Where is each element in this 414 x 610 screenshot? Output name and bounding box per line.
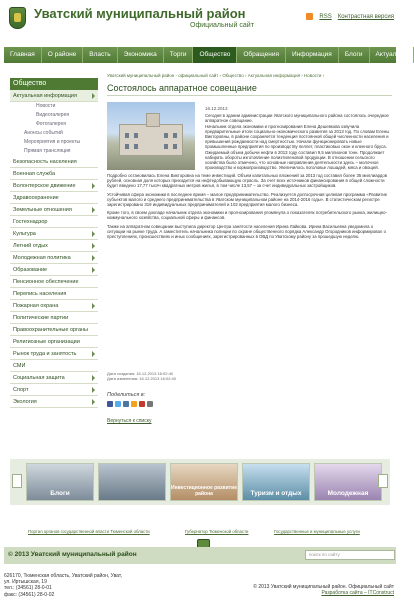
banner-label: Инвестиционное развитие района — [171, 485, 237, 497]
share-label: Поделиться в: — [107, 392, 146, 398]
nav-blogs[interactable]: Блоги — [339, 47, 370, 63]
article-date: 16.12.2013 — [205, 106, 228, 111]
article-body — [107, 173, 392, 242]
chevron-right-icon — [92, 375, 95, 381]
search-input[interactable]: поиск по сайту — [305, 550, 395, 560]
footer-link-region-portal[interactable]: Портал органов государственной власти Тюменской области — [28, 529, 150, 534]
article-intro: Сегодня в здании администрации Уватского муниципального района состоялось очередное аппаратное совещание. — [205, 113, 389, 124]
sidebar-subitem-news[interactable]: Новости — [36, 103, 56, 109]
sidebar-item[interactable]: Пенсионное обеспечение — [10, 276, 98, 288]
chevron-right-icon — [92, 183, 95, 189]
address-line: 626170, Тюменская область, Уватский район, Уват, — [4, 573, 122, 579]
sidebar-item[interactable] — [10, 228, 98, 240]
sidebar-subitem-projects[interactable]: Мероприятия и проекты — [24, 139, 81, 145]
window — [173, 133, 177, 138]
google-icon[interactable] — [139, 401, 145, 407]
nav-tenders[interactable]: Торги — [164, 47, 194, 63]
twitter-icon[interactable] — [115, 401, 121, 407]
main-content — [107, 73, 392, 424]
sidebar-subitem-stream[interactable]: Прямая трансляция — [24, 148, 71, 154]
sidebar-item[interactable]: Гостехнадзор — [10, 216, 98, 228]
window — [134, 133, 138, 138]
sidebar-item[interactable] — [10, 372, 98, 384]
article-paragraph: Устойчивая сфера экономики в последнее время – малое предпринимательство. Реализуется долгосрочная целевая программа «Развитие субъектов малого и среднего предпринимательства в Уватском муниципальном районе на 2014-2016 годы». В статистическом регистре зарегистрировано 319 индивидуальных предпринимателей и 102 предприятия малого бизнеса. — [107, 191, 388, 208]
sidebar-item[interactable] — [10, 252, 98, 264]
window — [164, 133, 168, 138]
sidebar-item[interactable]: Политические партии — [10, 312, 98, 324]
sidebar-item[interactable]: Правоохранительные органы — [10, 324, 98, 336]
nav-appeals[interactable]: Обращения — [237, 47, 286, 63]
sidebar-item-label: Пожарная охрана — [13, 303, 59, 309]
window — [125, 144, 129, 149]
odnoklassniki-icon[interactable] — [131, 401, 137, 407]
breadcrumb[interactable]: Уватский муниципальный район - официальный сайт › Общество › Актуальная информация › Новости › — [107, 73, 325, 78]
facebook-icon[interactable] — [107, 401, 113, 407]
footer-title: © 2013 Уватский муниципальный район — [8, 551, 137, 558]
sidebar-item-label: Образование — [13, 267, 48, 273]
chevron-right-icon — [92, 351, 95, 357]
sidebar-heading: Общество — [10, 78, 98, 90]
nav-society[interactable]: Общество — [193, 47, 237, 63]
sidebar-item-label: Волонтерское движение — [13, 183, 76, 189]
sidebar-item[interactable] — [10, 348, 98, 360]
chevron-right-icon — [92, 267, 95, 273]
sidebar-item[interactable] — [10, 180, 98, 192]
chevron-right-icon — [92, 399, 95, 405]
site-header — [0, 0, 400, 46]
contrast-version-link[interactable]: Контрастная версия — [337, 14, 394, 21]
sidebar-item[interactable] — [10, 300, 98, 312]
sidebar-item[interactable] — [10, 204, 98, 216]
article-lead-text: Начальник отдела экономики и прогнозирования Елена Дешевкова озвучила предварительные итоги социально-экономического развития за 2013 год. По словам Елены Викторовны, в районе сохраняется тенденция постоянной общей численности населения и превышения рождаемости над смертностью. Начали функционировать новые промышленные предприятия по производству пеллет, пластиковых окон и клееного бруса. Ожидаемый объем добычи нефти в 2013 году составил 9,5 миллионов тонн. Продолжает набирать обороты изготовление полиэтиленовой продукции. В отношении сельского хозяйства было отмечено, что основные направления деятельности здесь – молочное производство и кормопроизводство. Увеличилось поголовье лошадей, мяса и овощей. — [205, 123, 390, 171]
developer-link[interactable]: Разработка сайта – ITConstruct — [321, 590, 394, 596]
chevron-right-icon — [92, 387, 95, 393]
window — [125, 133, 129, 138]
sidebar-item[interactable] — [10, 384, 98, 396]
window — [134, 144, 138, 149]
article-lead — [205, 106, 391, 170]
chevron-right-icon — [92, 255, 95, 261]
district-logo[interactable] — [9, 7, 26, 29]
article-paragraph: Подробно остановилась Елена Викторовна на теме инвестиций. Объем капитальных вложений за 2013 год составил более 35 миллиардов рублей, основная доля которых приходится на нефтедобывающую отрасль. За счет всех источников финансирования в общей сложности будет введено 17,77 тысяч квадратных метров жилья, в том числе 13,57 – за счет индивидуальных застройщиков. — [107, 173, 388, 189]
sidebar-item-label: Летний отдых — [13, 243, 48, 249]
footer-copyright — [253, 584, 394, 596]
chevron-right-icon — [92, 303, 95, 309]
page-title: Состоялось аппаратное совещание — [107, 83, 392, 96]
window — [164, 144, 168, 149]
sidebar-item-label: Актуальная информация — [13, 93, 77, 99]
nav-about[interactable]: О районе — [42, 47, 84, 63]
site-subtitle: Официальный сайт — [190, 22, 254, 29]
nav-economy[interactable]: Экономика — [118, 47, 164, 63]
sidebar-item-label: Земельные отношения — [13, 207, 72, 213]
address-line: ул. Иртышская, 19 — [4, 579, 47, 586]
banner-label: Туризм и отдых — [250, 490, 302, 497]
article-meta — [107, 371, 176, 381]
building-image — [119, 124, 183, 156]
sidebar-item[interactable] — [10, 396, 98, 408]
sidebar-subitem-photo[interactable]: Фотогалерея — [36, 121, 66, 127]
sidebar-item[interactable]: Здравоохранение — [10, 192, 98, 204]
sidebar-item-label: Экология — [13, 399, 37, 405]
main-nav — [4, 47, 407, 63]
sidebar-item-label: Молодежная политика — [13, 255, 71, 261]
sidebar-item-label: Спорт — [13, 387, 29, 393]
chevron-right-icon — [92, 243, 95, 249]
window — [173, 144, 177, 149]
top-links — [300, 13, 394, 20]
nav-authority[interactable]: Власть — [83, 47, 117, 63]
banner-keyboard[interactable] — [98, 463, 166, 501]
nav-actual[interactable]: Актуально — [370, 47, 414, 63]
sidebar-item[interactable]: Перепись населения — [10, 288, 98, 300]
back-to-list-link[interactable]: Вернуться к списку — [107, 418, 152, 424]
share-icons — [107, 401, 153, 407]
article-photo[interactable] — [107, 102, 195, 170]
rss-icon[interactable] — [306, 13, 313, 20]
banner-youth[interactable] — [314, 463, 382, 501]
site-title[interactable]: Уватский муниципальный район — [34, 6, 246, 21]
sidebar-item[interactable]: СМИ — [10, 360, 98, 372]
sidebar-item[interactable]: Безопасность населения — [10, 156, 98, 168]
sidebar-subitem-video[interactable]: Видеогалерея — [36, 112, 70, 118]
footer-link-services[interactable]: Государственные и муниципальные услуги — [274, 529, 360, 534]
sidebar-item[interactable]: Военная служба — [10, 168, 98, 180]
banner-blogs[interactable] — [26, 463, 94, 501]
modified-date: Дата изменения: 16.12.2013 16:02:40 — [107, 376, 176, 381]
sidebar-item-label: Культура — [13, 231, 36, 237]
carousel-prev-arrow[interactable] — [12, 474, 22, 488]
sidebar-item[interactable]: Религиозные организации — [10, 336, 98, 348]
mail-icon[interactable] — [147, 401, 153, 407]
chevron-right-icon — [92, 231, 95, 237]
sidebar — [10, 78, 98, 408]
article-paragraph: Также на аппаратном совещании выступила директор Центра занятости населения Ирина Лайкова. Ирина Васильевна уведомила о ситуации на рынке труда. А заместитель начальника полиции по охране общественного порядка Александр Огородников информировал о преступлениях, происшествиях и иных сообщениях, зарегистрированных в ОВД по Уватскому району за прошедшую неделю. — [107, 223, 387, 240]
banner-label: Молодежная — [327, 490, 369, 497]
sidebar-item[interactable] — [10, 264, 98, 276]
carousel-next-arrow[interactable] — [378, 474, 388, 488]
chevron-down-icon — [92, 93, 95, 99]
sidebar-subitem-events[interactable]: Анонсы событий — [24, 130, 63, 136]
banner-investment[interactable] — [170, 463, 238, 501]
sidebar-item-actual-info[interactable] — [10, 90, 98, 102]
banner-tourism[interactable] — [242, 463, 310, 501]
sidebar-item-label: Рынок труда и занятость — [13, 351, 77, 357]
phone-line: тел.: (34561) 28-0-01 — [4, 585, 52, 592]
banner-carousel — [10, 459, 390, 505]
fax-line: факс: (34561) 28-0-02 — [4, 591, 55, 598]
nav-information[interactable]: Информация — [286, 47, 339, 63]
copyright-text: © 2013 Уватский муниципальный район. Официальный сайт — [253, 584, 394, 590]
sidebar-item[interactable] — [10, 240, 98, 252]
footer-address — [4, 573, 122, 598]
vk-icon[interactable] — [123, 401, 129, 407]
footer-bar — [4, 547, 396, 564]
rss-link[interactable]: RSS — [319, 14, 332, 21]
nav-home[interactable]: Главная — [4, 47, 42, 63]
chevron-right-icon — [92, 207, 95, 213]
footer-link-governor[interactable]: Губернатор Тюменской области — [185, 529, 249, 534]
sidebar-item-label: Социальная защита — [13, 375, 65, 381]
created-date: Дата создания: 16.12.2013 16:02:40 — [107, 371, 174, 376]
banner-label: Блоги — [50, 490, 70, 497]
article-paragraph: Кроме того, в своем докладе начальник отдела экономики и прогнозирования упомянула о показателях потребительского рынка, жилищно-коммунального хозяйства, социальной сферы и финансов. — [107, 210, 388, 221]
